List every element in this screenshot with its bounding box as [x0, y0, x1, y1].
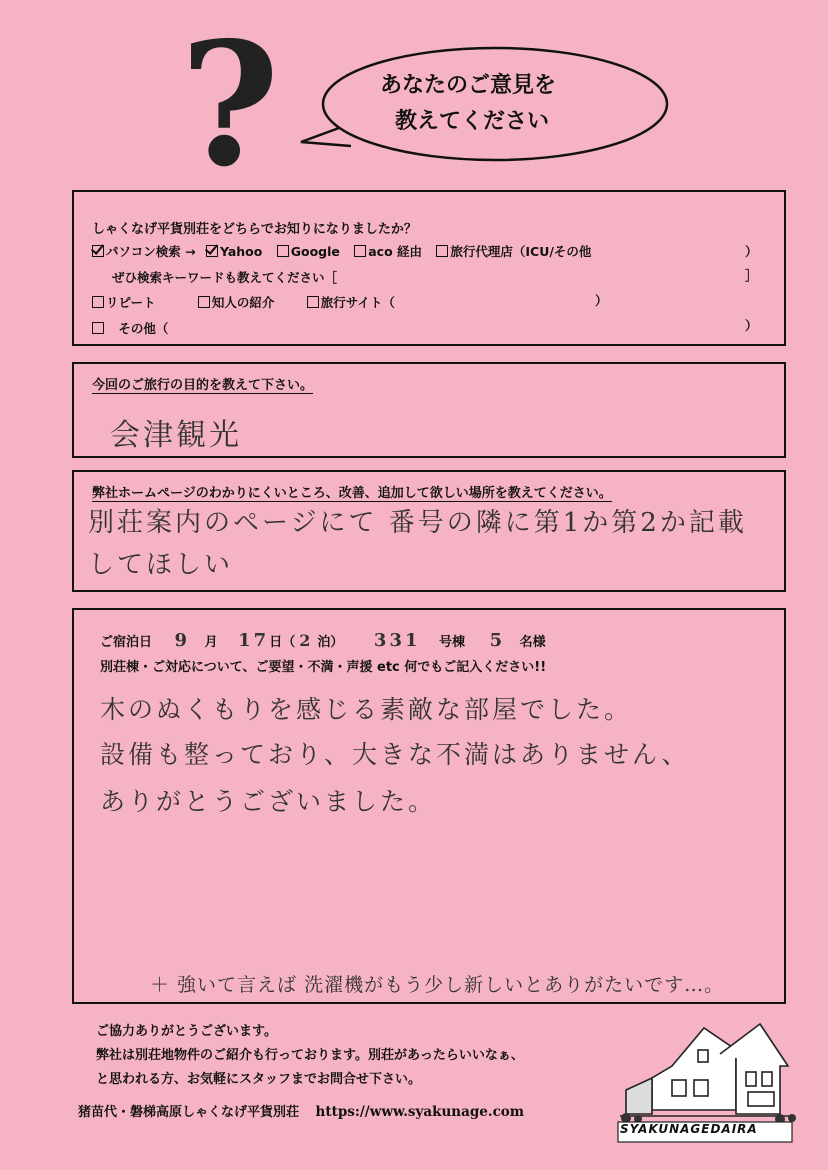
- aco-label: aco 経由: [368, 244, 423, 259]
- comment-line-3: ありがとうございました。: [100, 787, 437, 816]
- source-question: しゃくなげ平貨別荘をどちらでお知りになりましたか？: [92, 222, 417, 237]
- other-label: その他（: [118, 321, 169, 336]
- footer-thanks: ご協力ありがとうございます。: [96, 1024, 277, 1039]
- acquaintance-label: 知人の紹介: [211, 295, 275, 310]
- company-url: https://www.syakunage.com: [315, 1104, 525, 1120]
- agency-checkbox[interactable]: [436, 245, 448, 257]
- website-answer-line-1: 別荘案内のページにて 番号の隣に第1か第2か記載: [88, 508, 747, 538]
- pc-search-label: パソコン検索 →: [106, 244, 196, 259]
- other-checkbox[interactable]: [92, 322, 104, 334]
- question-mark: ?: [180, 5, 280, 205]
- guests-unit: 名様: [519, 635, 546, 650]
- repeat-label: リピート: [106, 295, 156, 310]
- building-number: 331: [373, 630, 421, 651]
- logo-text: SYAKUNAGEDAIRA: [620, 1122, 758, 1136]
- google-label: Google: [290, 244, 340, 259]
- row3-close-paren: ）: [595, 293, 608, 308]
- website-answer-line-2: してほしい: [88, 550, 234, 580]
- website-question: 弊社ホームページのわかりにくいところ、改善、追加して欲しい場所を教えてください。: [92, 482, 612, 502]
- keyword-close-bracket: ］: [745, 268, 758, 283]
- comment-line-2: 設備も整っており、大きな不満はありません、: [100, 740, 690, 769]
- stay-day: 17: [238, 630, 270, 651]
- company-name: 猪苗代・磐梯高原しゃくなげ平貨別荘: [78, 1105, 300, 1120]
- row1-close-paren: ）: [745, 244, 758, 259]
- footer-line-3: と思われる方、お気軽にスタッフまでお問合せ下さい。: [96, 1072, 422, 1087]
- yahoo-label: Yahoo: [219, 244, 263, 259]
- google-checkbox[interactable]: [277, 245, 289, 257]
- travel-site-checkbox[interactable]: [307, 296, 319, 308]
- bubble-line-1: あなたのご意見を: [380, 73, 557, 98]
- agency-label: 旅行代理店（ICU/その他: [450, 244, 592, 259]
- footer-line-2: 弊社は別荘地物件のご紹介も行っております。別荘があったらいいなぁ、: [96, 1048, 524, 1063]
- nights-unit: 泊）: [317, 635, 344, 650]
- aco-checkbox[interactable]: [354, 245, 366, 257]
- repeat-checkbox[interactable]: [92, 296, 104, 308]
- source-row-1: [92, 242, 591, 260]
- footer-company: [78, 1101, 524, 1120]
- travel-site-label: 旅行サイト（: [320, 295, 395, 310]
- purpose-question: 今回のご旅行の目的を教えて下さい。: [92, 374, 313, 394]
- yahoo-checkbox[interactable]: [206, 245, 218, 257]
- source-row-3: [92, 293, 395, 311]
- keyword-prompt: ぜひ検索キーワードも教えてください［: [112, 270, 338, 285]
- comment-line-1: 木のぬくもりを感じる素敵な部屋でした。: [100, 695, 633, 724]
- month-unit: 月: [204, 635, 218, 650]
- stay-month: 9: [174, 630, 191, 651]
- stay-prompt: 別荘棟・ご対応について、ご要望・不満・声援 etc 何でもご記入ください!!: [100, 660, 547, 675]
- stay-details-line: [100, 630, 546, 651]
- comment-line-4: ＋ 強いて言えば 洗濯機がもう少し新しいとありがたいです…。: [150, 974, 725, 996]
- stay-nights: 2: [299, 631, 314, 650]
- acquaintance-checkbox[interactable]: [198, 296, 210, 308]
- source-row-4: [92, 319, 168, 337]
- purpose-answer: 会津観光: [110, 418, 242, 453]
- building-unit: 号棟: [439, 635, 466, 650]
- bubble-line-2: 教えてください: [395, 109, 550, 134]
- pc-search-checkbox[interactable]: [92, 245, 104, 257]
- stay-label: ご宿泊日: [100, 635, 153, 650]
- guest-count: 5: [489, 630, 506, 651]
- row4-close-paren: ）: [745, 318, 758, 333]
- day-unit: 日（: [269, 635, 296, 650]
